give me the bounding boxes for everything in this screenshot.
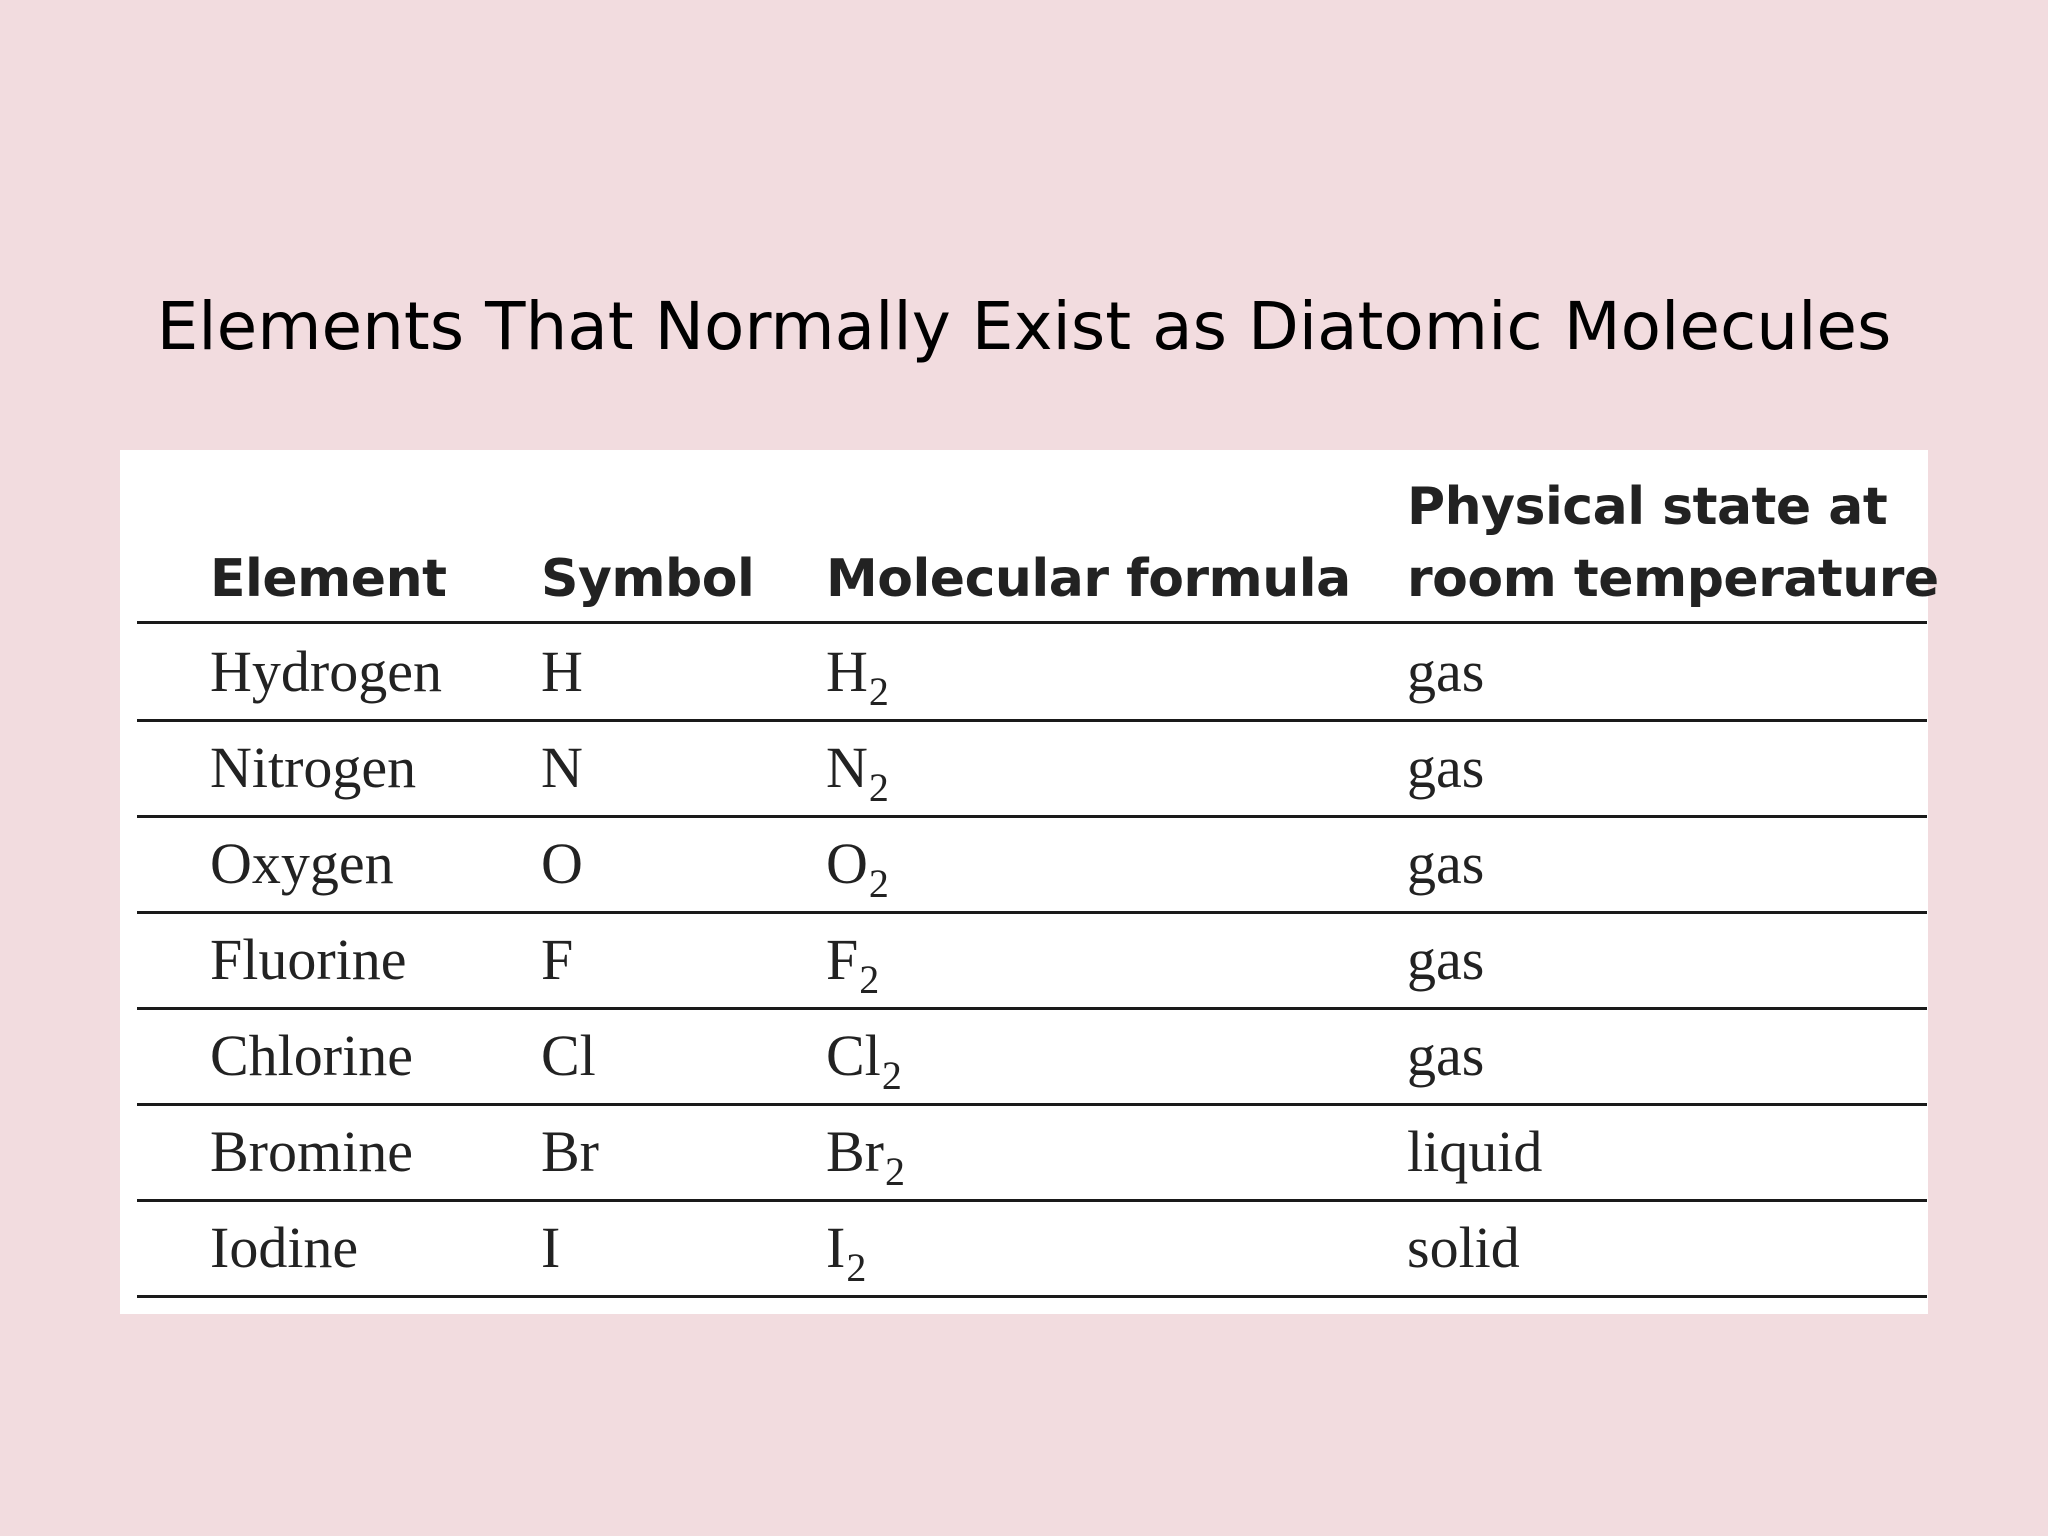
formula-base: F [826, 927, 859, 992]
element-name-cell: Hydrogen [210, 639, 442, 704]
physical-state-cell: gas [1407, 927, 1485, 992]
header-element: Element [210, 549, 447, 609]
formula-base: H [826, 639, 868, 704]
formula-subscript: 2 [881, 1053, 902, 1098]
molecular-formula-cell [826, 624, 889, 726]
element-name-cell: Oxygen [210, 831, 394, 896]
element-symbol-cell: O [541, 831, 583, 896]
table-row [120, 624, 1928, 720]
table-row [120, 816, 1928, 912]
table-row [120, 912, 1928, 1008]
element-symbol-cell: N [541, 735, 583, 800]
table-row [120, 1200, 1928, 1296]
header-physical-state-line2: room temperature [1407, 549, 1939, 609]
header-physical-state-line1: Physical state at [1407, 477, 1888, 537]
element-name-cell: Bromine [210, 1119, 413, 1184]
element-name-cell: Iodine [210, 1215, 359, 1280]
formula-base: I [826, 1215, 846, 1280]
table-row [120, 1008, 1928, 1104]
header-molecular-formula: Molecular formula [826, 549, 1351, 609]
molecular-formula-cell [826, 1200, 866, 1302]
table-row [120, 720, 1928, 816]
header-symbol: Symbol [541, 549, 755, 609]
element-name-cell: Chlorine [210, 1023, 413, 1088]
formula-base: O [826, 831, 868, 896]
element-name-cell: Nitrogen [210, 735, 417, 800]
element-symbol-cell: F [541, 927, 574, 992]
molecular-formula-cell [826, 816, 889, 918]
row-divider [137, 1295, 1927, 1298]
molecular-formula-cell [826, 1104, 905, 1206]
element-symbol-cell: I [541, 1215, 561, 1280]
physical-state-cell: gas [1407, 1023, 1485, 1088]
element-symbol-cell: H [541, 639, 583, 704]
formula-base: Br [826, 1119, 884, 1184]
formula-subscript: 2 [885, 1149, 905, 1194]
formula-subscript: 2 [868, 861, 889, 906]
element-symbol-cell: Br [541, 1119, 599, 1184]
formula-subscript: 2 [868, 669, 889, 714]
physical-state-cell: gas [1407, 639, 1485, 704]
diatomic-elements-table [120, 450, 1939, 1314]
physical-state-cell: gas [1407, 831, 1485, 896]
molecular-formula-cell [826, 912, 879, 1014]
element-symbol-cell: Cl [541, 1023, 596, 1088]
formula-base: Cl [826, 1023, 881, 1088]
formula-base: N [826, 735, 868, 800]
formula-subscript: 2 [846, 1245, 867, 1290]
physical-state-cell: gas [1407, 735, 1485, 800]
element-name-cell: Fluorine [210, 927, 407, 992]
table-row [120, 1104, 1928, 1200]
physical-state-cell: solid [1407, 1215, 1520, 1280]
molecular-formula-cell [826, 720, 889, 822]
molecular-formula-cell [826, 1008, 902, 1110]
physical-state-cell: liquid [1407, 1119, 1543, 1184]
formula-subscript: 2 [859, 957, 880, 1002]
slide-title: Elements That Normally Exist as Diatomic Molecules [156, 288, 1892, 365]
formula-subscript: 2 [868, 765, 889, 810]
